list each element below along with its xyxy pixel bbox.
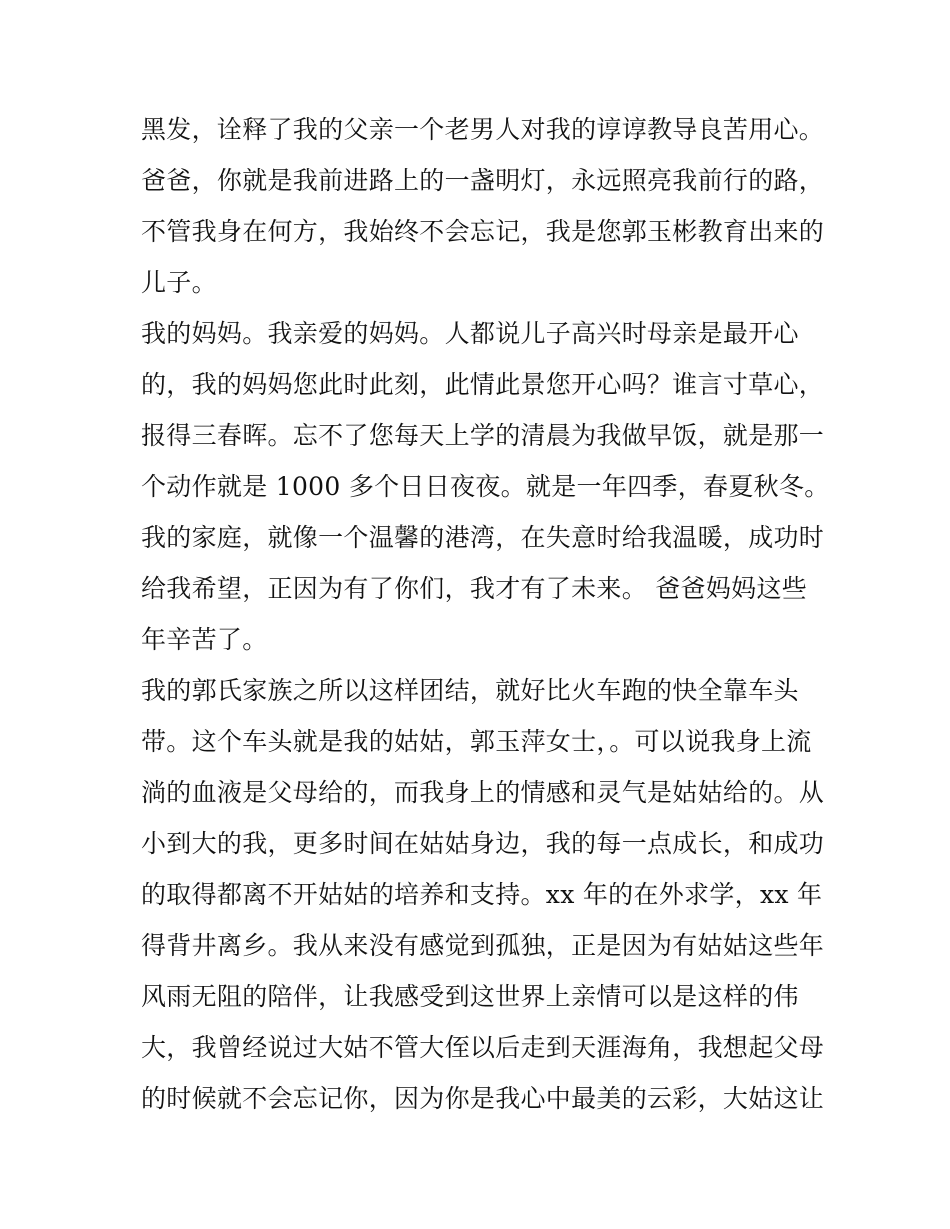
text-line: 风雨无阻的陪伴，让我感受到这世界上亲情可以是这样的伟	[141, 982, 799, 1011]
text-line: 给我希望，正因为有了你们，我才有了未来。 爸爸妈妈这些	[141, 574, 808, 603]
text-line: 的，我的妈妈您此时此刻，此情此景您开心吗？谁言寸草心，	[141, 370, 825, 399]
text-line: 我的家庭，就像一个温馨的港湾，在失意时给我温暖，成功时	[141, 523, 825, 552]
text-line: 的时候就不会忘记你，因为你是我心中最美的云彩，大姑这让	[141, 1084, 825, 1113]
text-line: 大，我曾经说过大姑不管大侄以后走到天涯海角，我想起父母	[141, 1033, 825, 1062]
text-line: 个动作就是 1000 多个日日夜夜。就是一年四季，春夏秋冬。	[141, 472, 830, 501]
text-line: 我的郭氏家族之所以这样团结，就好比火车跑的快全靠车头	[141, 676, 799, 705]
text-line: 淌的血液是父母给的，而我身上的情感和灵气是姑姑给的。从	[141, 778, 825, 807]
text-line: 小到大的我，更多时间在姑姑身边，我的每一点成长，和成功	[141, 829, 825, 858]
text-line: 儿子。	[141, 268, 217, 297]
text-line: 不管我身在何方，我始终不会忘记，我是您郭玉彬教育出来的	[141, 217, 825, 246]
text-line: 得背井离乡。我从来没有感觉到孤独，正是因为有姑姑这些年	[141, 931, 825, 960]
text-line: 带。这个车头就是我的姑姑，郭玉萍女士，。可以说我身上流	[141, 727, 812, 756]
text-line: 爸爸，你就是我前进路上的一盏明灯，永远照亮我前行的路，	[141, 166, 825, 195]
text-line: 的取得都离不开姑姑的培养和支持。xx 年的在外求学，xx 年	[141, 880, 823, 909]
body-text	[141, 104, 830, 1124]
text-line: 报得三春晖。忘不了您每天上学的清晨为我做早饭，就是那一	[141, 421, 825, 450]
text-line: 年辛苦了。	[141, 625, 268, 654]
text-line: 我的妈妈。我亲爱的妈妈。人都说儿子高兴时母亲是最开心	[141, 319, 799, 348]
text-line: 黑发，诠释了我的父亲一个老男人对我的谆谆教导良苦用心。	[141, 115, 825, 144]
